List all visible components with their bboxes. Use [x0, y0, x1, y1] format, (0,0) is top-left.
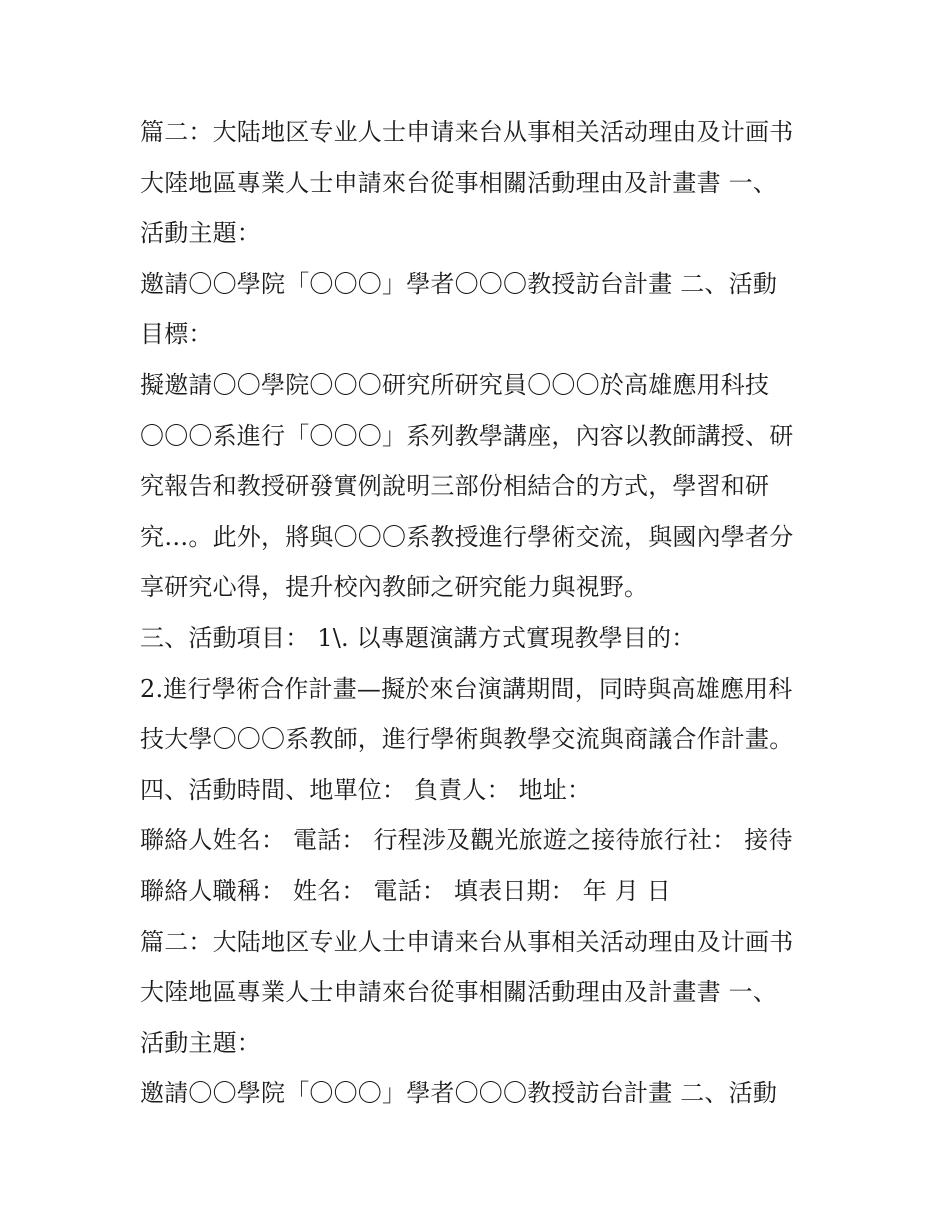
section-label-topic: 活動主題：	[140, 219, 261, 248]
heading-simplified: 篇二：大陆地区专业人士申请来台从事相关活动理由及计画书	[140, 927, 794, 956]
contact-line: 聯絡人姓名： 電話： 行程涉及觀光旅遊之接待旅行社： 接待	[140, 826, 793, 855]
contact-line: 聯絡人職稱： 姓名： 電話： 填表日期： 年 月 日	[140, 876, 671, 905]
paragraph-line: 究…。此外，將與〇〇〇系教授進行學術交流，與國內學者分	[140, 522, 794, 551]
paragraph-line: 享研究心得，提升校內教師之研究能力與視野。	[140, 573, 649, 602]
paragraph-line: 技大學〇〇〇系教師，進行學術與教學交流與商議合作計畫。	[140, 725, 794, 754]
paragraph-line: 擬邀請〇〇學院〇〇〇研究所研究員〇〇〇於高雄應用科技	[140, 370, 770, 399]
section-items: 三、活動項目： 1\. 以專題演講方式實現教學目的：	[140, 623, 696, 652]
paragraph-line: 2.進行學術合作計畫—擬於來台演講期間，同時與高雄應用科	[140, 674, 793, 703]
heading-traditional: 大陸地區專業人士申請來台從事相關活動理由及計畫書 一、	[140, 978, 778, 1007]
paragraph-line: 究報告和教授研發實例說明三部份相結合的方式，學習和研	[140, 472, 770, 501]
section-time-place: 四、活動時間、地單位： 負責人： 地址：	[140, 775, 592, 804]
document-body	[140, 107, 820, 1119]
heading-simplified: 篇二：大陆地区专业人士申请来台从事相关活动理由及计画书	[140, 118, 794, 146]
heading-traditional: 大陸地區專業人士申請來台從事相關活動理由及計畫書 一、	[140, 168, 778, 197]
paragraph-line: 邀請〇〇學院「〇〇〇」學者〇〇〇教授訪台計畫 二、活動	[140, 1079, 778, 1108]
paragraph-line: 邀請〇〇學院「〇〇〇」學者〇〇〇教授訪台計畫 二、活動	[140, 269, 778, 298]
paragraph-line: 〇〇〇系進行「〇〇〇」系列教學講座，內容以教師講授、研	[140, 421, 794, 450]
section-label-topic: 活動主題：	[140, 1028, 261, 1057]
section-label-goal: 目標：	[140, 320, 213, 349]
